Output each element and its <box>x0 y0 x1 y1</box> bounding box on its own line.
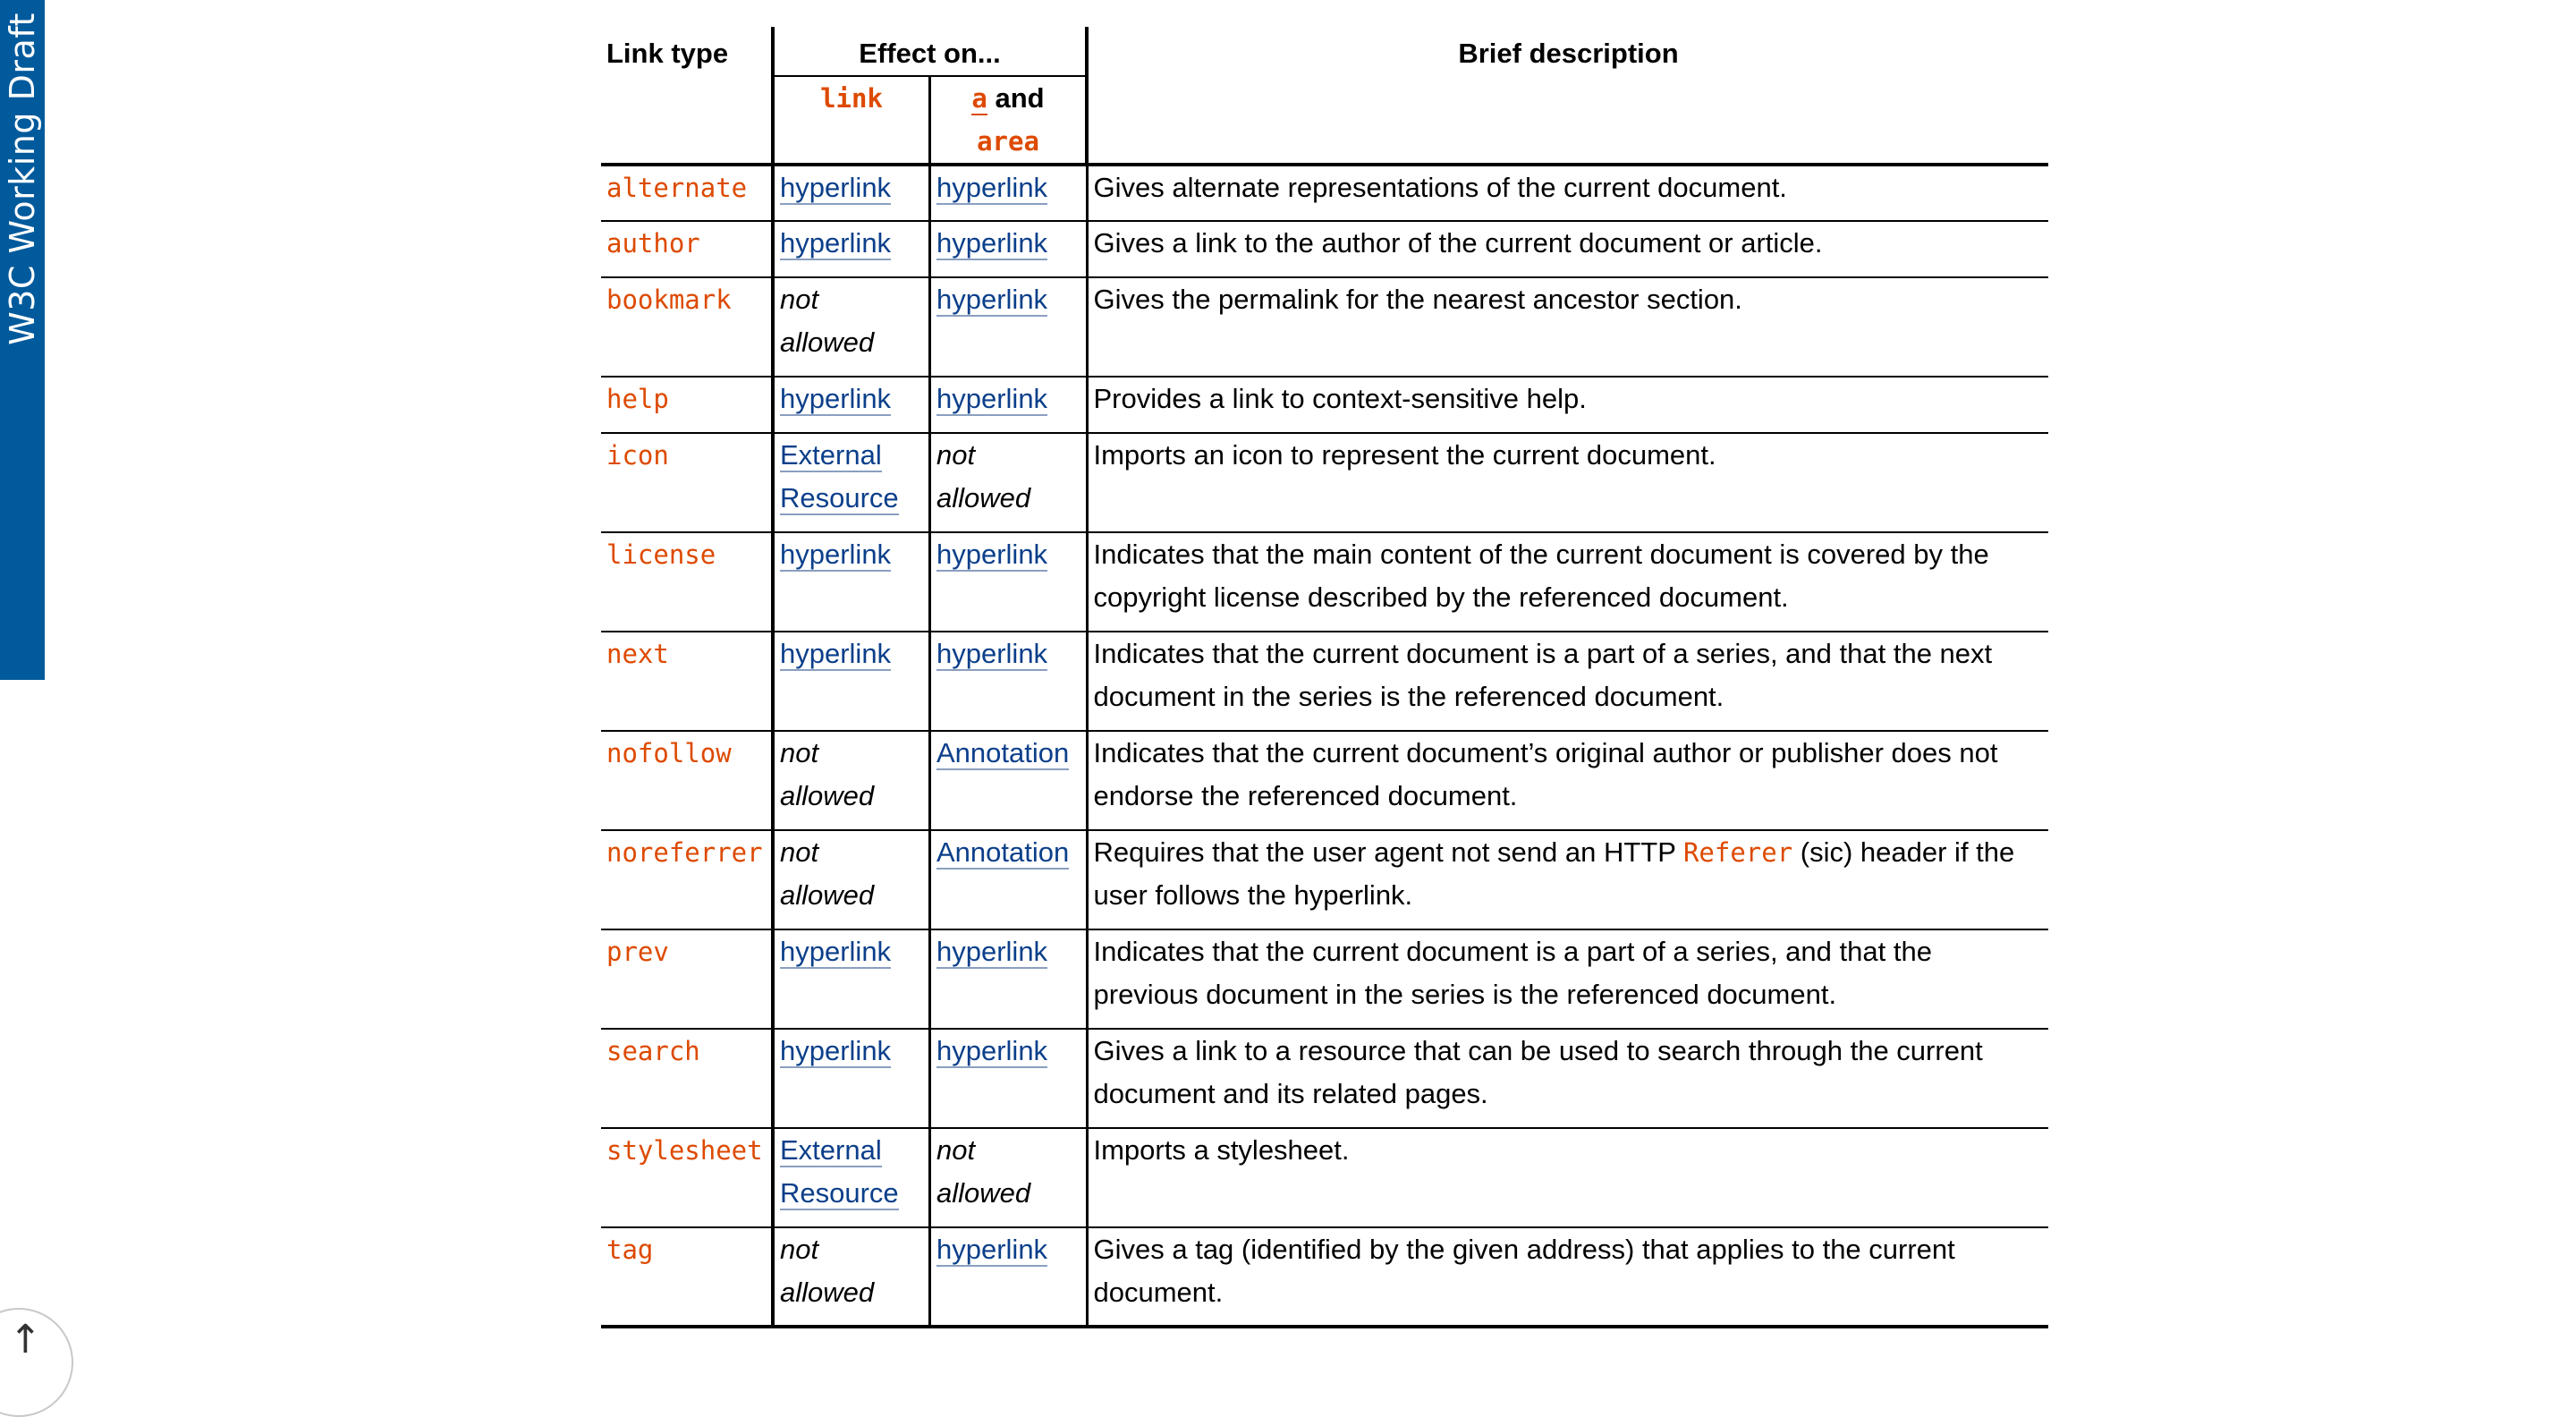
description-text: Imports a stylesheet. <box>1093 1134 1350 1166</box>
w3c-status-label: W3C Working Draft <box>3 13 42 345</box>
not-allowed-text: not allowed <box>780 737 875 811</box>
effect-on-a-area-cell <box>930 731 1088 830</box>
description-text: Imports an icon to represent the current document. <box>1093 439 1716 471</box>
effect-on-a-area-cell <box>930 433 1088 532</box>
table-row <box>601 221 2048 277</box>
description-text: Gives alternate representations of the current document. <box>1093 172 1787 203</box>
table-row <box>601 830 2048 929</box>
link-type-cell <box>601 377 773 433</box>
link-type-cell <box>601 221 773 277</box>
w3c-status-label-wrap <box>0 0 45 358</box>
link-type-keyword: license <box>606 539 716 570</box>
table-row <box>601 165 2048 221</box>
effect-link[interactable]: Annotation <box>936 836 1070 868</box>
effect-link[interactable]: External Resource <box>780 1134 899 1209</box>
link-type-cell <box>601 929 773 1029</box>
effect-on-a-area-cell <box>930 532 1088 632</box>
link-type-cell <box>601 433 773 532</box>
link-type-keyword: author <box>606 228 700 259</box>
table-row <box>601 377 2048 433</box>
not-allowed-text: not allowed <box>936 1134 1031 1209</box>
description-cell <box>1087 221 2048 277</box>
effect-link[interactable]: hyperlink <box>936 284 1048 315</box>
link-type-cell <box>601 1029 773 1128</box>
effect-on-link-cell <box>773 731 930 830</box>
header-link-element <box>773 76 930 165</box>
effect-on-link-cell <box>773 929 930 1029</box>
up-arrow-icon: ↑ <box>9 1317 42 1362</box>
link-type-keyword: search <box>606 1036 700 1066</box>
description-cell <box>1087 277 2048 377</box>
not-allowed-text: not allowed <box>780 284 875 358</box>
link-type-cell <box>601 532 773 632</box>
link-type-keyword: prev <box>606 937 669 967</box>
link-type-keyword: bookmark <box>606 284 732 315</box>
and-text: and <box>987 82 1045 114</box>
effect-on-link-cell <box>773 830 930 929</box>
effect-link[interactable]: hyperlink <box>780 1035 892 1066</box>
effect-on-link-cell <box>773 1029 930 1128</box>
description-text: Indicates that the main content of the current document is covered by the copyright license described by the referenced document. <box>1093 539 1989 613</box>
description-cell <box>1087 532 2048 632</box>
description-text: Indicates that the current document’s original author or publisher does not endorse the referenced document. <box>1093 737 1998 811</box>
description-cell <box>1087 731 2048 830</box>
effect-link[interactable]: hyperlink <box>936 638 1048 669</box>
effect-on-a-area-cell <box>930 277 1088 377</box>
not-allowed-text: not allowed <box>936 439 1031 513</box>
link-element-name: link <box>820 83 883 114</box>
description-cell <box>1087 165 2048 221</box>
effect-on-a-area-cell <box>930 632 1088 731</box>
header-link-type: Link type <box>606 38 729 69</box>
link-type-cell <box>601 830 773 929</box>
effect-on-a-area-cell <box>930 221 1088 277</box>
back-to-top-button[interactable] <box>0 1308 73 1417</box>
effect-link[interactable]: hyperlink <box>780 227 892 259</box>
description-text: Requires that the user agent not send an HTTP <box>1093 836 1683 868</box>
effect-on-link-cell <box>773 1227 930 1327</box>
table-row <box>601 433 2048 532</box>
link-type-keyword: tag <box>606 1235 654 1265</box>
effect-link[interactable]: hyperlink <box>936 936 1048 967</box>
w3c-status-tab[interactable] <box>0 0 45 680</box>
effect-link[interactable]: hyperlink <box>936 172 1048 203</box>
description-text: Provides a link to context-sensitive help. <box>1093 383 1587 414</box>
effect-link[interactable]: hyperlink <box>936 383 1048 414</box>
link-type-keyword: icon <box>606 440 669 471</box>
description-cell <box>1087 1029 2048 1128</box>
effect-link[interactable]: hyperlink <box>780 383 892 414</box>
area-element-name: area <box>977 126 1039 157</box>
referer-header-keyword: Referer <box>1682 837 1793 868</box>
effect-on-link-cell <box>773 1128 930 1227</box>
effect-link[interactable]: hyperlink <box>780 172 892 203</box>
description-text: Gives a link to the author of the current document or article. <box>1093 227 1823 259</box>
description-text: Gives the permalink for the nearest ancestor section. <box>1093 284 1742 315</box>
effect-link[interactable]: hyperlink <box>780 936 892 967</box>
table-row <box>601 929 2048 1029</box>
link-type-keyword: alternate <box>606 173 748 203</box>
effect-on-link-cell <box>773 165 930 221</box>
effect-on-a-area-cell <box>930 1029 1088 1128</box>
link-type-cell <box>601 632 773 731</box>
effect-link[interactable]: External Resource <box>780 439 899 513</box>
effect-on-link-cell <box>773 433 930 532</box>
effect-on-a-area-cell <box>930 830 1088 929</box>
table-row <box>601 532 2048 632</box>
link-type-cell <box>601 1128 773 1227</box>
link-type-cell <box>601 1227 773 1327</box>
link-type-keyword: help <box>606 384 669 414</box>
description-text: Gives a link to a resource that can be used to search through the current document and its related pages. <box>1093 1035 1983 1109</box>
effect-link[interactable]: Annotation <box>936 737 1070 768</box>
description-cell <box>1087 929 2048 1029</box>
header-brief-description: Brief description <box>1087 27 2048 165</box>
table-row <box>601 1128 2048 1227</box>
effect-link[interactable]: hyperlink <box>936 1035 1048 1066</box>
description-text: Indicates that the current document is a part of a series, and that the previous document in the series is the referenced document. <box>1093 936 1932 1010</box>
description-cell <box>1087 830 2048 929</box>
table-row <box>601 632 2048 731</box>
a-element-link[interactable]: a <box>971 83 987 114</box>
effect-on-link-cell <box>773 221 930 277</box>
header-a-area-elements <box>930 76 1088 165</box>
description-cell <box>1087 377 2048 433</box>
description-cell <box>1087 1128 2048 1227</box>
header-effect-on: Effect on... <box>773 27 1087 76</box>
description-text: Indicates that the current document is a part of a series, and that the next document in the series is the referenced document. <box>1093 638 1993 712</box>
effect-on-a-area-cell <box>930 929 1088 1029</box>
effect-on-a-area-cell <box>930 1227 1088 1327</box>
effect-on-link-cell <box>773 377 930 433</box>
effect-on-link-cell <box>773 532 930 632</box>
not-allowed-text: not allowed <box>780 836 875 911</box>
effect-on-a-area-cell <box>930 165 1088 221</box>
table-row <box>601 277 2048 377</box>
effect-on-a-area-cell <box>930 1128 1088 1227</box>
description-text: Gives a tag (identified by the given address) that applies to the current document. <box>1093 1234 1955 1308</box>
not-allowed-text: not allowed <box>780 1234 875 1308</box>
description-cell <box>1087 632 2048 731</box>
description-cell <box>1087 1227 2048 1327</box>
table-row <box>601 731 2048 830</box>
effect-link[interactable]: hyperlink <box>936 227 1048 259</box>
description-text: (sic) header if the user follows the hyperlink. <box>1093 836 2015 911</box>
effect-link[interactable]: hyperlink <box>780 539 892 570</box>
effect-on-link-cell <box>773 277 930 377</box>
effect-link[interactable]: hyperlink <box>936 539 1048 570</box>
link-type-keyword: stylesheet <box>606 1135 763 1166</box>
link-type-cell <box>601 165 773 221</box>
effect-link[interactable]: hyperlink <box>780 638 892 669</box>
effect-link[interactable]: hyperlink <box>936 1234 1048 1265</box>
link-type-keyword: noreferrer <box>606 837 763 868</box>
description-cell <box>1087 433 2048 532</box>
link-type-cell <box>601 731 773 830</box>
link-type-keyword: nofollow <box>606 738 732 768</box>
effect-on-link-cell <box>773 632 930 731</box>
effect-on-a-area-cell <box>930 377 1088 433</box>
link-type-cell <box>601 277 773 377</box>
link-type-keyword: next <box>606 639 669 669</box>
table-row <box>601 1227 2048 1327</box>
link-types-table <box>601 27 2048 1328</box>
table-row <box>601 1029 2048 1128</box>
